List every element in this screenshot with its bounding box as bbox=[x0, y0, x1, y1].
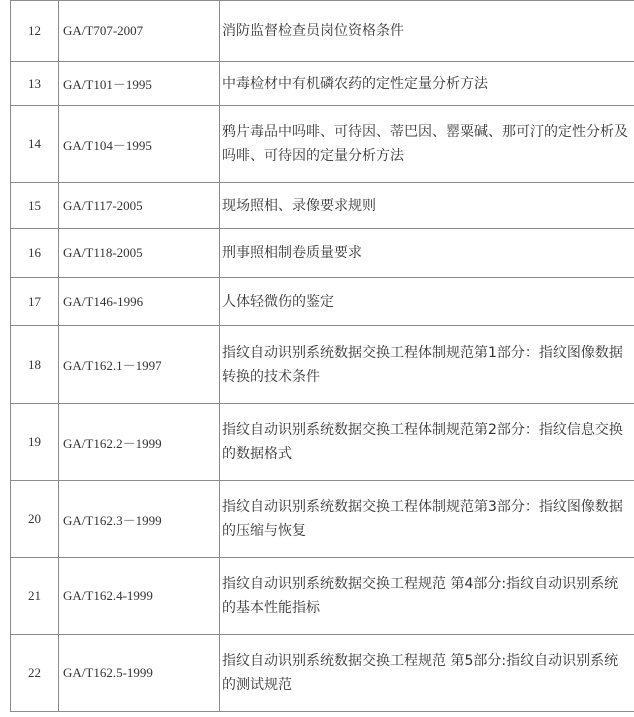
standard-title: 指纹自动识别系统数据交换工程体制规范第2部分：指纹信息交换的数据格式 bbox=[220, 404, 634, 481]
row-number: 21 bbox=[11, 558, 59, 635]
standard-title: 指纹自动识别系统数据交换工程规范 第5部分:指纹自动识别系统的测试规范 bbox=[220, 635, 634, 712]
standard-title: 人体轻微伤的鉴定 bbox=[220, 278, 634, 326]
standard-code: GA/T146-1996 bbox=[59, 278, 220, 326]
standard-title: 中毒检材中有机磷农药的定性定量分析方法 bbox=[220, 62, 634, 106]
standards-table bbox=[10, 0, 634, 712]
row-number: 13 bbox=[11, 62, 59, 106]
table-row bbox=[11, 183, 634, 229]
standard-code: GA/T162.1－1997 bbox=[59, 326, 220, 404]
standard-code: GA/T162.4-1999 bbox=[59, 558, 220, 635]
row-number: 14 bbox=[11, 106, 59, 183]
table-row bbox=[11, 404, 634, 481]
row-number: 17 bbox=[11, 278, 59, 326]
standard-code: GA/T101－1995 bbox=[59, 62, 220, 106]
standard-code: GA/T118-2005 bbox=[59, 229, 220, 278]
standard-code: GA/T162.2－1999 bbox=[59, 404, 220, 481]
row-number: 22 bbox=[11, 635, 59, 712]
row-number: 16 bbox=[11, 229, 59, 278]
table-row bbox=[11, 106, 634, 183]
standard-title: 现场照相、录像要求规则 bbox=[220, 183, 634, 229]
table-row bbox=[11, 481, 634, 558]
table-row bbox=[11, 229, 634, 278]
table-row bbox=[11, 635, 634, 712]
table-row bbox=[11, 278, 634, 326]
standard-code: GA/T707-2007 bbox=[59, 1, 220, 62]
standard-title: 消防监督检查员岗位资格条件 bbox=[220, 1, 634, 62]
table-row bbox=[11, 62, 634, 106]
row-number: 19 bbox=[11, 404, 59, 481]
standard-title: 指纹自动识别系统数据交换工程规范 第4部分:指纹自动识别系统的基本性能指标 bbox=[220, 558, 634, 635]
row-number: 20 bbox=[11, 481, 59, 558]
standard-code: GA/T117-2005 bbox=[59, 183, 220, 229]
standard-title: 指纹自动识别系统数据交换工程体制规范第3部分：指纹图像数据的压缩与恢复 bbox=[220, 481, 634, 558]
table-row bbox=[11, 558, 634, 635]
table-row bbox=[11, 1, 634, 62]
row-number: 15 bbox=[11, 183, 59, 229]
standard-title: 刑事照相制卷质量要求 bbox=[220, 229, 634, 278]
standard-title: 指纹自动识别系统数据交换工程体制规范第1部分：指纹图像数据转换的技术条件 bbox=[220, 326, 634, 404]
row-number: 12 bbox=[11, 1, 59, 62]
table-row bbox=[11, 326, 634, 404]
standard-code: GA/T162.3－1999 bbox=[59, 481, 220, 558]
standard-code: GA/T104－1995 bbox=[59, 106, 220, 183]
row-number: 18 bbox=[11, 326, 59, 404]
standard-code: GA/T162.5-1999 bbox=[59, 635, 220, 712]
standard-title: 鸦片毒品中吗啡、可待因、蒂巴因、罂粟碱、那可汀的定性分析及吗啡、可待因的定量分析方法 bbox=[220, 106, 634, 183]
